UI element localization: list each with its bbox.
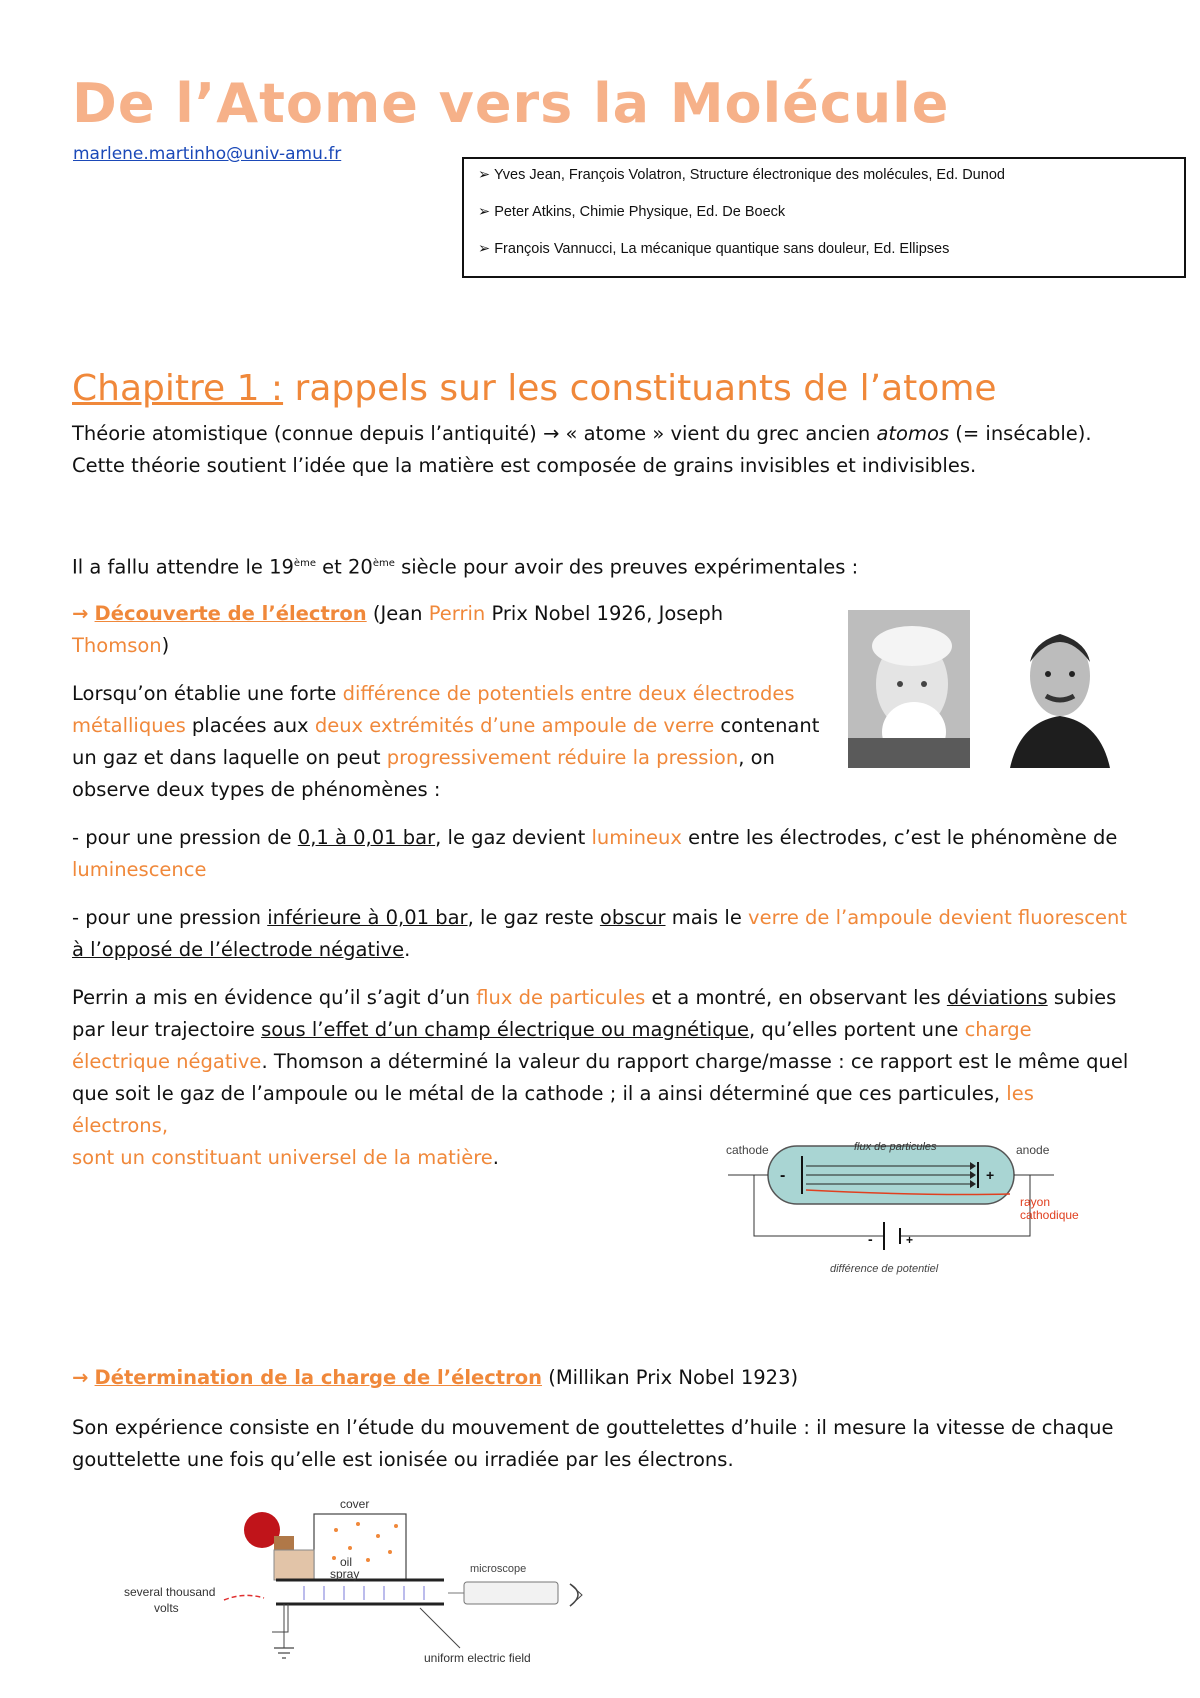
right-arrow-icon: →	[72, 602, 89, 625]
intro-paragraph: Théorie atomistique (connue depuis l’antiquité) → « atome » vient du grec ancien atomos (= insécable). Cette théorie soutient l’idée que la matière est composée de grains invisibles et indivisibles.	[72, 422, 1092, 477]
author-email-link[interactable]: marlene.martinho@univ-amu.fr	[73, 144, 342, 164]
chevron-bullet-icon: ➢	[478, 167, 491, 183]
electron-heading: → Découverte de l’électron (Jean Perrin Prix Nobel 1926, Joseph Thomson)	[72, 602, 724, 657]
cathode-label: cathode	[726, 1143, 769, 1157]
charge-paragraph: Son expérience consiste en l’étude du mouvement de gouttelettes d’huile : il mesure la vitesse de chaque gouttelette une fois qu’elle est ionisée ou irradiée par les électrons.	[72, 1416, 1114, 1471]
reference-item: ➢ François Vannucci, La mécanique quantique sans douleur, Ed. Ellipses	[478, 241, 950, 257]
flux-label: flux de particules	[854, 1141, 937, 1153]
reference-item: ➢ Yves Jean, François Volatron, Structure électronique des molécules, Ed. Dunod	[478, 167, 1005, 183]
page-title: De l’Atome vers la Molécule	[72, 72, 950, 135]
chapter-heading	[72, 368, 997, 409]
volts-label-2: volts	[154, 1601, 179, 1615]
electron-paragraph-4: Perrin a mis en évidence qu’il s’agit d’un flux de particules et a montré, en observant les déviations subies par leur trajectoire sous l’effet d’un champ électrique ou magnétique, qu’elles portent une charge électrique négative. Thomson a déterminé la valeur du rapport charge/masse : ce rapport est le même quel que soit le gaz de l’ampoule ou le métal de la cathode ; il a ainsi déterminé que ces particules, les électrons, sont un constituant universel de la matière.	[72, 986, 1129, 1169]
portrait-photo-thomson	[990, 612, 1130, 768]
chevron-bullet-icon: ➢	[478, 204, 491, 220]
cover-label: cover	[340, 1497, 370, 1511]
field-label: uniform electric field	[424, 1651, 531, 1665]
portrait-photo-perrin	[848, 610, 970, 768]
cathode-tube-diagram	[724, 1138, 1079, 1288]
spray-label: spray	[330, 1567, 360, 1581]
rayon-label: rayon	[1020, 1195, 1051, 1209]
eye-icon	[570, 1584, 582, 1606]
chevron-bullet-icon: ➢	[478, 241, 491, 257]
microscope-label: microscope	[470, 1563, 527, 1575]
chapter-label: Chapitre 1 :	[72, 368, 284, 409]
references-box	[462, 157, 1186, 278]
volts-label-1: several thousand	[124, 1585, 216, 1599]
charge-heading: → Détermination de la charge de l’électron (Millikan Prix Nobel 1923)	[72, 1366, 799, 1389]
electron-paragraph-3: - pour une pression inférieure à 0,01 bar, le gaz reste obscur mais le verre de l’ampoule devient fluorescent à l’opposé de l’électrode négative.	[72, 906, 1128, 961]
plus-electrode-label: +	[986, 1167, 995, 1183]
chapter-title: rappels sur les constituants de l’atome	[294, 368, 997, 409]
battery-plus-label: +	[906, 1233, 914, 1247]
minus-electrode-label: -	[780, 1167, 786, 1184]
cathodique-label: cathodique	[1020, 1208, 1079, 1222]
battery-minus-label: -	[868, 1231, 873, 1247]
section-heading: Découverte de l’électron	[94, 602, 367, 625]
section-heading: Détermination de la charge de l’électron	[94, 1366, 543, 1389]
electron-paragraph-2: - pour une pression de 0,1 à 0,01 bar, le gaz devient lumineux entre les électrodes, c’est le phénomène de luminescence	[72, 826, 1118, 881]
right-arrow-icon: →	[72, 1366, 89, 1389]
anode-label: anode	[1016, 1143, 1050, 1157]
right-arrow-icon: →	[542, 422, 560, 445]
reference-item: ➢ Peter Atkins, Chimie Physique, Ed. De Boeck	[478, 204, 786, 220]
millikan-diagram	[124, 1496, 594, 1666]
electron-paragraph-1: Lorsqu’on établie une forte différence de potentiels entre deux électrodes métalliques placées aux deux extrémités d’une ampoule de verre contenant un gaz et dans laquelle on peut progressivement réduire la pression, on observe deux types de phénomènes :	[72, 682, 820, 801]
wait-paragraph: Il a fallu attendre le 19ème et 20ème siècle pour avoir des preuves expérimentales :	[72, 555, 859, 579]
oil-label: oil	[340, 1555, 353, 1569]
potentiel-label: différence de potentiel	[830, 1263, 939, 1275]
